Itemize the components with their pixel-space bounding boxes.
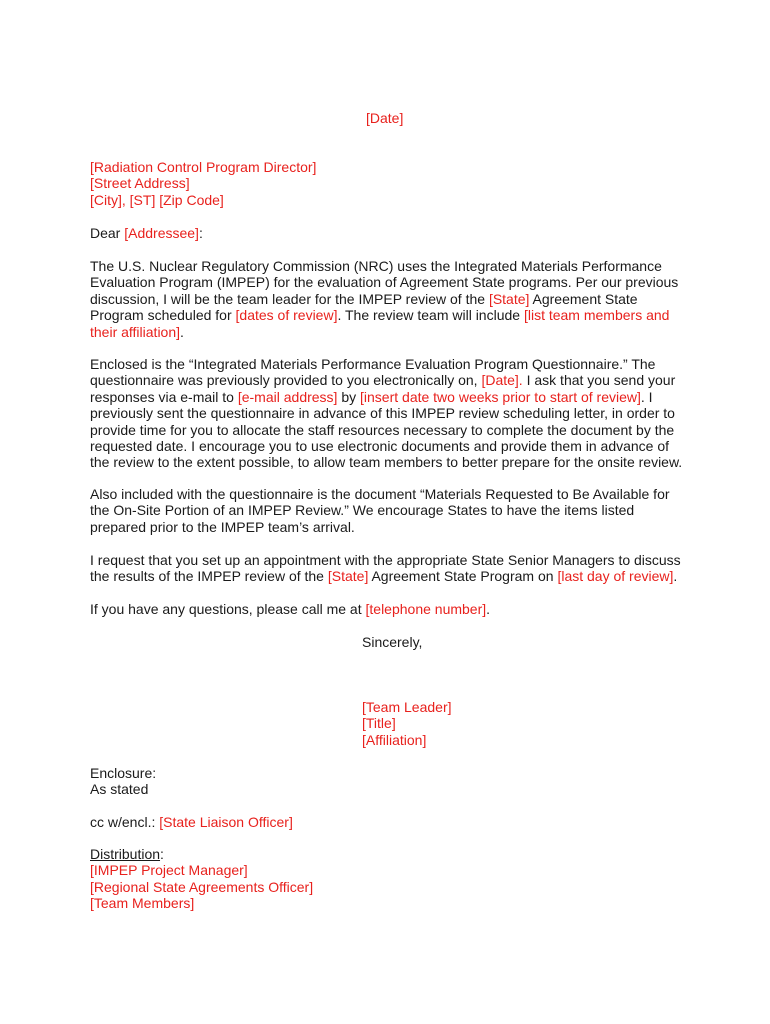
- signature-affiliation-placeholder: [Affiliation]: [362, 731, 427, 748]
- p2-line-2: [90, 372, 690, 388]
- insert-date-placeholder: [insert date two weeks prior to start of review]: [360, 388, 641, 405]
- cc-line: [90, 814, 690, 830]
- p1-l4-text-2: . The review team will include: [337, 307, 524, 324]
- closing: Sincerely,: [362, 634, 423, 650]
- p1-line-4: [90, 307, 690, 323]
- recipient-city-line: [City], [ST] [Zip Code]: [90, 191, 224, 208]
- p1-l4-text: Program scheduled for: [90, 307, 236, 324]
- recipient-address: [90, 159, 690, 208]
- distribution-colon: :: [160, 846, 164, 862]
- paragraph-2: [90, 356, 690, 471]
- team-members-placeholder: [list team members and: [523, 307, 670, 324]
- paragraph-1: [90, 258, 690, 340]
- state-placeholder-2: [State]: [327, 568, 369, 585]
- p2-line-4: previously sent the questionnaire in advance of this IMPEP review scheduling letter, in order to: [90, 405, 675, 422]
- p2-line-1: Enclosed is the “Integrated Materials Performance Evaluation Program Questionnaire.” The: [90, 356, 656, 372]
- p3-line-1: Also included with the questionnaire is the document “Materials Requested to Be Available for: [90, 486, 670, 502]
- distribution-heading: [90, 846, 690, 862]
- salutation: [90, 225, 690, 241]
- salutation-suffix: :: [198, 225, 203, 241]
- enclosure-value: As stated: [90, 781, 149, 798]
- state-liaison-placeholder: [State Liaison Officer]: [159, 814, 293, 830]
- p2-line-5: provide time for you to allocate the staff resources necessary to complete the document by the: [90, 421, 675, 438]
- p2-l2-text: questionnaire was previously provided to you electronically on,: [90, 372, 482, 389]
- p1-l5-text: .: [180, 323, 184, 340]
- paragraph-3: [90, 486, 690, 535]
- salutation-prefix: Dear: [90, 225, 125, 241]
- distribution-item: [Team Members]: [90, 895, 195, 912]
- signature-block: [362, 699, 452, 748]
- recipient-street: [Street Address]: [90, 175, 190, 192]
- p5-text: If you have any questions, please call me at: [90, 601, 366, 617]
- p1-line-2: Evaluation Program (IMPEP) for the evaluation of Agreement State programs. Per our previous: [90, 274, 679, 291]
- p2-line-3: [90, 389, 690, 405]
- distribution: [90, 846, 690, 912]
- p2-l2-text-2: I ask that you send your: [522, 372, 676, 389]
- p1-l3-text-2: Agreement State: [529, 290, 638, 307]
- team-leader-placeholder: [Team Leader]: [362, 699, 452, 715]
- p2-line-7: the review to the extent possible, to allow team members to better prepare for the onsite review.: [90, 454, 683, 471]
- p1-l3-text: discussion, I will be the team leader for the IMPEP review of the: [90, 290, 489, 307]
- p2-l3-text: responses via e-mail to: [90, 388, 238, 405]
- p3-line-3: prepared prior to the IMPEP team’s arrival.: [90, 518, 355, 535]
- p1-line-3: [90, 291, 690, 307]
- date-placeholder: [Date]: [366, 110, 404, 126]
- enclosure-label: Enclosure:: [90, 765, 157, 781]
- distribution-item: [IMPEP Project Manager]: [90, 862, 248, 879]
- paragraph-4: [90, 552, 690, 585]
- email-placeholder: [e-mail address]: [237, 388, 338, 405]
- telephone-placeholder: [telephone number]: [365, 601, 487, 617]
- date-placeholder-2: [Date].: [481, 372, 523, 389]
- p3-line-2: the On-Site Portion of an IMPEP Review.” We encourage States to have the items listed: [90, 502, 635, 519]
- distribution-item: [Regional State Agreements Officer]: [90, 878, 314, 895]
- dates-of-review-placeholder: [dates of review]: [235, 307, 338, 324]
- cc-label: cc w/encl.:: [90, 814, 160, 830]
- affiliation-placeholder: their affiliation]: [90, 323, 181, 340]
- p2-line-6: requested date. I encourage you to use electronic documents and provide them in advance of: [90, 438, 670, 455]
- paragraph-5: [90, 601, 690, 617]
- p4-l2-text-3: .: [673, 568, 678, 585]
- p4-l2-text-2: Agreement State Program on: [368, 568, 558, 585]
- p4-line-1: I request that you set up an appointment with the appropriate State Senior Managers to discuss: [90, 552, 681, 568]
- enclosure: [90, 765, 690, 798]
- p2-l3-text-3: . I: [640, 388, 653, 405]
- p1-line-1: The U.S. Nuclear Regulatory Commission (NRC) uses the Integrated Materials Performance: [90, 258, 662, 274]
- p2-l3-text-2: by: [337, 388, 361, 405]
- p5-text-2: .: [486, 601, 491, 617]
- addressee-placeholder: [Addressee]: [124, 225, 199, 241]
- last-day-placeholder: [last day of review]: [557, 568, 674, 585]
- p1-line-5: [90, 324, 690, 340]
- distribution-label: Distribution: [90, 846, 161, 862]
- title-placeholder: [Title]: [362, 715, 396, 732]
- recipient-name: [Radiation Control Program Director]: [90, 159, 317, 175]
- state-placeholder: [State]: [488, 290, 530, 307]
- p4-l2-text: the results of the IMPEP review of the: [90, 568, 328, 585]
- p4-line-2: [90, 568, 690, 584]
